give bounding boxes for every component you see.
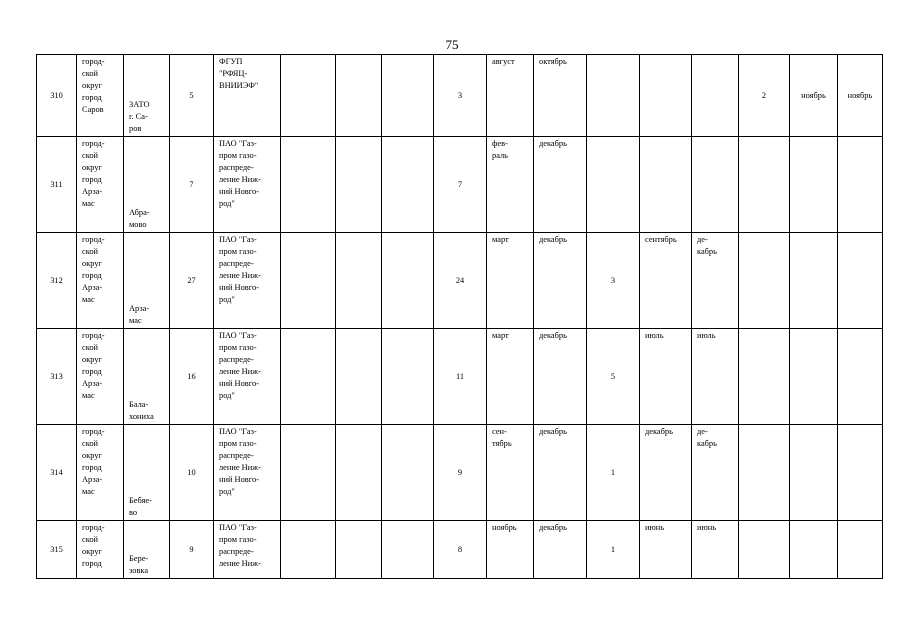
- organization-cell: [214, 329, 281, 425]
- month-cell: [692, 55, 739, 137]
- empty-cell: [281, 233, 336, 329]
- settlement-cell-text: Арза- мас: [129, 304, 150, 325]
- month-cell: [534, 233, 587, 329]
- count-cell: [434, 233, 487, 329]
- row-number: [37, 329, 77, 425]
- table-row: [37, 233, 883, 329]
- settlement-cell: [124, 521, 170, 579]
- month-cell-text: ноябрь: [847, 90, 873, 100]
- settlement-cell-text: Бере- зовка: [129, 554, 149, 575]
- count-cell-text: 11: [455, 371, 465, 381]
- organization-cell-text: ПАО "Газ- пром газо- распреде- ление Ниж- ний Новго- род": [219, 235, 261, 304]
- table-row: [37, 137, 883, 233]
- settlement-cell-text: ЗАТО г. Са- ров: [129, 100, 150, 133]
- count-cell: [739, 329, 790, 425]
- month-cell: [790, 137, 838, 233]
- month-cell-text: декабрь: [645, 427, 673, 436]
- count-cell-text: 5: [610, 371, 616, 381]
- month-cell: [692, 233, 739, 329]
- row-number: [37, 137, 77, 233]
- month-cell-text: март: [492, 331, 509, 340]
- month-cell-text: фев- раль: [492, 139, 508, 160]
- count-cell: [434, 137, 487, 233]
- month-cell: [838, 137, 883, 233]
- month-cell-text: декабрь: [539, 523, 567, 532]
- month-cell-text: июнь: [697, 523, 717, 532]
- organization-cell: [214, 425, 281, 521]
- month-cell: [838, 329, 883, 425]
- month-cell: [790, 329, 838, 425]
- row-number: [37, 521, 77, 579]
- settlement-cell: [124, 55, 170, 137]
- count-cell-text: 1: [610, 544, 616, 554]
- month-cell: [534, 425, 587, 521]
- count-cell-text: 9: [189, 544, 194, 554]
- count-cell-text: 8: [457, 544, 463, 554]
- month-cell-text: декабрь: [539, 139, 567, 148]
- district-cell-text: город- ской округ город Саров: [82, 57, 105, 114]
- empty-cell: [281, 137, 336, 233]
- empty-cell: [382, 233, 434, 329]
- settlement-cell: [124, 233, 170, 329]
- settlement-cell: [124, 137, 170, 233]
- row-number: [37, 233, 77, 329]
- empty-cell: [281, 55, 336, 137]
- count-cell: [587, 329, 640, 425]
- count-cell-text: 3: [610, 275, 616, 285]
- month-cell: [692, 521, 739, 579]
- month-cell-text: март: [492, 235, 509, 244]
- count-cell: [587, 425, 640, 521]
- month-cell: [790, 425, 838, 521]
- empty-cell: [281, 425, 336, 521]
- district-cell: [77, 233, 124, 329]
- month-cell: [692, 425, 739, 521]
- count-cell: [434, 329, 487, 425]
- organization-cell: [214, 55, 281, 137]
- count-cell-text: 16: [187, 371, 196, 381]
- page-number: 75: [445, 37, 459, 52]
- empty-cell: [382, 55, 434, 137]
- count-cell-text: 2: [761, 90, 767, 100]
- row-number-text: 310: [50, 90, 63, 100]
- month-cell-text: август: [492, 57, 515, 66]
- district-cell-text: город- ской округ город Арза- мас: [82, 139, 105, 208]
- month-cell-text: де- кабрь: [697, 427, 717, 448]
- settlement-cell-text: Бала- хониха: [129, 400, 154, 421]
- district-cell: [77, 425, 124, 521]
- empty-cell: [281, 521, 336, 579]
- month-cell: [692, 329, 739, 425]
- count-cell: [170, 137, 214, 233]
- row-number: [37, 55, 77, 137]
- table-row: [37, 329, 883, 425]
- month-cell: [487, 233, 534, 329]
- month-cell: [487, 55, 534, 137]
- month-cell: [640, 137, 692, 233]
- settlement-cell-text: Бебяе- во: [129, 496, 152, 517]
- empty-cell: [336, 521, 382, 579]
- count-cell: [587, 55, 640, 137]
- month-cell: [640, 55, 692, 137]
- organization-cell: [214, 233, 281, 329]
- count-cell: [170, 55, 214, 137]
- row-number-text: 313: [50, 371, 63, 381]
- count-cell-text: 3: [457, 90, 463, 100]
- month-cell: [692, 137, 739, 233]
- empty-cell: [336, 329, 382, 425]
- count-cell-text: 10: [187, 467, 196, 477]
- month-cell: [838, 521, 883, 579]
- month-cell: [487, 137, 534, 233]
- district-cell: [77, 329, 124, 425]
- count-cell: [434, 521, 487, 579]
- month-cell: [640, 329, 692, 425]
- month-cell: [790, 521, 838, 579]
- month-cell-text: де- кабрь: [697, 235, 717, 256]
- empty-cell: [281, 329, 336, 425]
- district-cell-text: город- ской округ город: [82, 523, 105, 568]
- settlement-cell: [124, 329, 170, 425]
- count-cell: [170, 233, 214, 329]
- count-cell: [434, 55, 487, 137]
- settlement-cell-text: Абра- мово: [129, 208, 150, 229]
- organization-cell-text: ПАО "Газ- пром газо- распреде- ление Ниж- ний Новго- род": [219, 331, 261, 400]
- table-row: [37, 425, 883, 521]
- month-cell: [640, 233, 692, 329]
- month-cell-text: ноябрь: [801, 90, 826, 100]
- table-body: [37, 55, 883, 579]
- district-cell: [77, 137, 124, 233]
- row-number: [37, 425, 77, 521]
- count-cell-text: 7: [189, 179, 194, 189]
- count-cell: [170, 425, 214, 521]
- count-cell: [739, 521, 790, 579]
- count-cell: [739, 233, 790, 329]
- count-cell-text: 5: [189, 90, 194, 100]
- month-cell-text: июнь: [645, 523, 665, 532]
- row-number-text: 312: [50, 275, 63, 285]
- month-cell: [487, 521, 534, 579]
- row-number-text: 314: [50, 467, 63, 477]
- organization-cell-text: ПАО "Газ- пром газо- распреде- ление Ниж- ний Новго- род": [219, 427, 261, 496]
- organization-cell-text: ФГУП "РФЯЦ- ВНИИЭФ": [219, 57, 259, 90]
- row-number-text: 315: [50, 544, 63, 554]
- month-cell: [790, 55, 838, 137]
- district-cell: [77, 521, 124, 579]
- count-cell: [739, 55, 790, 137]
- table-row: [37, 521, 883, 579]
- month-cell-text: сен- тябрь: [492, 427, 512, 448]
- empty-cell: [382, 137, 434, 233]
- organization-cell: [214, 521, 281, 579]
- month-cell: [534, 55, 587, 137]
- organization-cell-text: ПАО "Газ- пром газо- распреде- ление Ниж-: [219, 523, 261, 568]
- month-cell-text: декабрь: [539, 331, 567, 340]
- district-cell-text: город- ской округ город Арза- мас: [82, 235, 105, 304]
- count-cell-text: 9: [457, 467, 463, 477]
- district-cell: [77, 55, 124, 137]
- empty-cell: [382, 425, 434, 521]
- month-cell-text: июль: [697, 331, 716, 340]
- month-cell: [534, 329, 587, 425]
- empty-cell: [336, 137, 382, 233]
- month-cell: [534, 521, 587, 579]
- month-cell: [838, 55, 883, 137]
- month-cell-text: июль: [645, 331, 664, 340]
- count-cell: [587, 233, 640, 329]
- settlement-cell: [124, 425, 170, 521]
- gasification-table: [36, 54, 883, 579]
- district-cell-text: город- ской округ город Арза- мас: [82, 331, 105, 400]
- count-cell-text: 24: [455, 275, 465, 285]
- count-cell-text: 7: [457, 179, 463, 189]
- month-cell-text: декабрь: [539, 235, 567, 244]
- month-cell-text: октябрь: [539, 57, 567, 66]
- count-cell: [739, 425, 790, 521]
- empty-cell: [336, 425, 382, 521]
- organization-cell-text: ПАО "Газ- пром газо- распреде- ление Ниж- ний Новго- род": [219, 139, 261, 208]
- row-number-text: 311: [50, 179, 63, 189]
- month-cell: [640, 425, 692, 521]
- count-cell: [739, 137, 790, 233]
- count-cell-text: 1: [610, 467, 616, 477]
- month-cell-text: декабрь: [539, 427, 567, 436]
- month-cell: [640, 521, 692, 579]
- empty-cell: [336, 55, 382, 137]
- count-cell-text: 27: [187, 275, 196, 285]
- empty-cell: [382, 521, 434, 579]
- month-cell: [534, 137, 587, 233]
- organization-cell: [214, 137, 281, 233]
- count-cell: [434, 425, 487, 521]
- month-cell: [487, 329, 534, 425]
- month-cell-text: сентябрь: [645, 235, 677, 244]
- table-row: [37, 55, 883, 137]
- district-cell-text: город- ской округ город Арза- мас: [82, 427, 105, 496]
- month-cell: [790, 233, 838, 329]
- count-cell: [170, 329, 214, 425]
- month-cell-text: ноябрь: [492, 523, 517, 532]
- count-cell: [170, 521, 214, 579]
- month-cell: [487, 425, 534, 521]
- month-cell: [838, 425, 883, 521]
- empty-cell: [336, 233, 382, 329]
- month-cell: [838, 233, 883, 329]
- count-cell: [587, 137, 640, 233]
- empty-cell: [382, 329, 434, 425]
- count-cell: [587, 521, 640, 579]
